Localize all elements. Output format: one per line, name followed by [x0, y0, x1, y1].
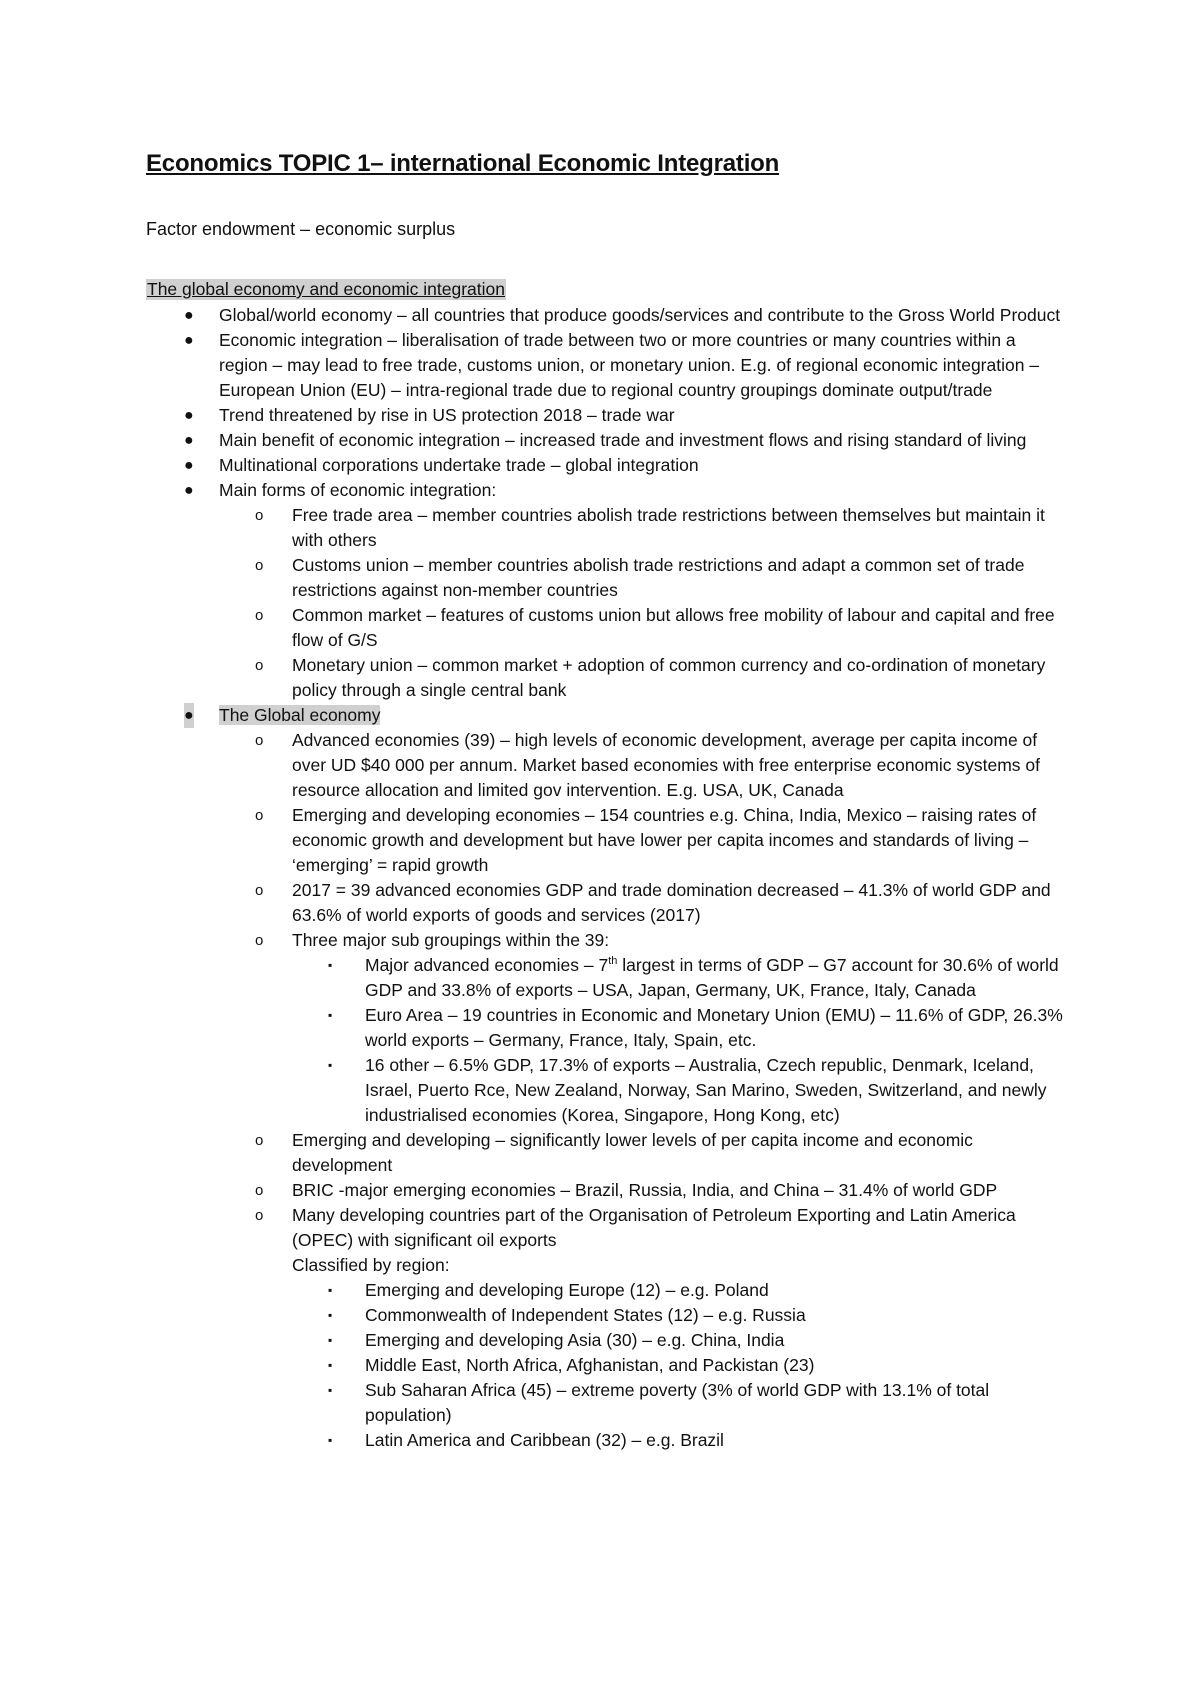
list-item-text: Common market – features of customs union but allows free mobility of labour and capital and free flow of G/S: [292, 605, 1055, 650]
list-item: [0, 478, 1069, 503]
list-item-text: Middle East, North Africa, Afghanistan, and Packistan (23): [365, 1355, 815, 1375]
list-item-text: Classified by region:: [292, 1255, 450, 1275]
bullet-dot-icon: ●: [184, 307, 194, 324]
list-item-text: Emerging and developing – significantly lower levels of per capita income and economic development: [292, 1130, 973, 1175]
bullet-circle-icon: o: [255, 807, 264, 824]
bullet-square-icon: ▪: [328, 1008, 333, 1022]
list-subitem: [0, 503, 1069, 553]
list-item-text: Commonwealth of Independent States (12) – e.g. Russia: [365, 1305, 806, 1325]
list-item: [0, 328, 1069, 403]
list-subitem: [0, 928, 1069, 953]
list-item-text: Trend threatened by rise in US protection 2018 – trade war: [219, 405, 675, 425]
list-item: [0, 453, 1069, 478]
list-item-text: Emerging and developing Asia (30) – e.g. China, India: [365, 1330, 785, 1350]
list-item-text: Free trade area – member countries abolish trade restrictions between themselves but maintain it with others: [292, 505, 1045, 550]
list-item: [0, 703, 1069, 728]
list-item-text: Economic integration – liberalisation of trade between two or more countries or many countries within a region – may lead to free trade, customs union, or monetary union. E.g. of regional economic integration – European Union (EU) – intra-regional trade due to regional country groupings dominate output/trade: [219, 330, 1040, 400]
list-subitem: [0, 878, 1069, 928]
bullet-circle-icon: o: [255, 932, 264, 949]
bullet-dot-icon: ●: [184, 432, 194, 449]
list-subitem: [0, 653, 1069, 703]
bullet-square-icon: ▪: [328, 1283, 333, 1297]
bullet-circle-icon: o: [255, 1182, 264, 1199]
bullet-circle-icon: o: [255, 882, 264, 899]
list-item: [0, 303, 1069, 328]
list-subitem: [0, 1178, 1069, 1203]
list-item-text: largest in terms of GDP – G7 account for 30.6% of world GDP and 33.8% of exports – USA, Japan, Germany, UK, France, Italy, Canada: [365, 955, 1059, 1000]
list-subsubitem: [0, 1378, 1069, 1428]
list-item-text: Multinational corporations undertake trade – global integration: [219, 455, 699, 475]
list-item-text: Main forms of economic integration:: [219, 480, 497, 500]
section-heading: The global economy and economic integration: [147, 279, 505, 299]
bullet-circle-icon: o: [255, 732, 264, 749]
list-subitem: [0, 1128, 1069, 1178]
list-subsubitem: [0, 953, 1069, 1003]
list-subsubitem: [0, 1003, 1069, 1053]
bullet-dot-icon: ●: [184, 407, 194, 424]
list-item-text: Many developing countries part of the Organisation of Petroleum Exporting and Latin America (OPEC) with significant oil exports: [292, 1205, 1016, 1250]
list-item-text: Monetary union – common market + adoption of common currency and co-ordination of monetary policy through a single central bank: [292, 655, 1046, 700]
list-subsubitem: [0, 1428, 1069, 1453]
list-subsubitem: [0, 1053, 1069, 1128]
list-item-text: Main benefit of economic integration – increased trade and investment flows and rising standard of living: [219, 430, 1027, 450]
bullet-square-icon: ▪: [328, 1058, 333, 1072]
list-item-text: Three major sub groupings within the 39:: [292, 930, 610, 950]
list-item-text: Advanced economies (39) – high levels of economic development, average per capita income of over UD $40 000 per annum. Market based economies with free enterprise economic systems of resource allocation and limited gov intervention. E.g. USA, UK, Canada: [292, 730, 1040, 800]
list-subitem: [0, 553, 1069, 603]
bullet-dot-icon: ●: [184, 482, 194, 499]
list-item-text: Latin America and Caribbean (32) – e.g. Brazil: [365, 1430, 724, 1450]
list-item-text: Global/world economy – all countries that produce goods/services and contribute to the Gross World Product: [219, 305, 1061, 325]
bullet-circle-icon: o: [255, 557, 264, 574]
list-subitem: [0, 603, 1069, 653]
list-item-text: 2017 = 39 advanced economies GDP and trade domination decreased – 41.3% of world GDP and 63.6% of world exports of goods and services (2017): [292, 880, 1051, 925]
bullet-square-icon: ▪: [328, 1383, 333, 1397]
list-subsubitem: [0, 1328, 1069, 1353]
bullet-dot-icon: ●: [184, 332, 194, 349]
bullet-list: [0, 303, 1200, 1453]
list-subsubitem: [0, 1353, 1069, 1378]
bullet-square-icon: ▪: [328, 958, 333, 972]
list-subitem: [0, 728, 1069, 803]
list-item-text: Emerging and developing economies – 154 countries e.g. China, India, Mexico – raising rates of economic growth and development but have lower per capita incomes and standards of living – ‘emerging’ = rapid growth: [292, 805, 1037, 875]
bullet-circle-icon: o: [255, 657, 264, 674]
list-item-text: BRIC -major emerging economies – Brazil, Russia, India, and China – 31.4% of world GDP: [292, 1180, 998, 1200]
document-title: Economics TOPIC 1– international Economic Integration: [146, 150, 780, 177]
list-subsubitem: [0, 1278, 1069, 1303]
bullet-square-icon: ▪: [328, 1308, 333, 1322]
bullet-square-icon: ▪: [328, 1433, 333, 1447]
document-subtitle: Factor endowment – economic surplus: [146, 219, 456, 239]
list-item-text: The Global economy: [219, 705, 381, 725]
list-subitem: [0, 803, 1069, 878]
bullet-circle-icon: o: [255, 1132, 264, 1149]
list-subsubitem: [0, 1303, 1069, 1328]
list-item: [0, 403, 1069, 428]
bullet-circle-icon: o: [255, 607, 264, 624]
list-item-text: Euro Area – 19 countries in Economic and Monetary Union (EMU) – 11.6% of GDP, 26.3% world exports – Germany, France, Italy, Spain, etc.: [365, 1005, 1063, 1050]
list-continuation: [0, 1253, 1069, 1278]
bullet-square-icon: ▪: [328, 1358, 333, 1372]
list-item-text: 16 other – 6.5% GDP, 17.3% of exports – Australia, Czech republic, Denmark, Iceland, Israel, Puerto Rce, New Zealand, Norway, San Marino, Sweden, Switzerland, and newly industrialised economies (Korea, Singapore, Hong Kong, etc): [365, 1055, 1047, 1125]
list-item-text: Emerging and developing Europe (12) – e.g. Poland: [365, 1280, 769, 1300]
list-item: [0, 428, 1069, 453]
bullet-circle-icon: o: [255, 1207, 264, 1224]
bullet-dot-icon: ●: [184, 457, 194, 474]
bullet-dot-icon: ●: [184, 703, 194, 728]
list-item-text: Major advanced economies – 7: [365, 955, 609, 975]
superscript: th: [608, 955, 618, 968]
list-item-text: Sub Saharan Africa (45) – extreme poverty (3% of world GDP with 13.1% of total population): [365, 1380, 990, 1425]
bullet-circle-icon: o: [255, 507, 264, 524]
list-subitem: [0, 1203, 1069, 1253]
bullet-square-icon: ▪: [328, 1333, 333, 1347]
list-item-text: Customs union – member countries abolish trade restrictions and adapt a common set of trade restrictions against non-member countries: [292, 555, 1025, 600]
